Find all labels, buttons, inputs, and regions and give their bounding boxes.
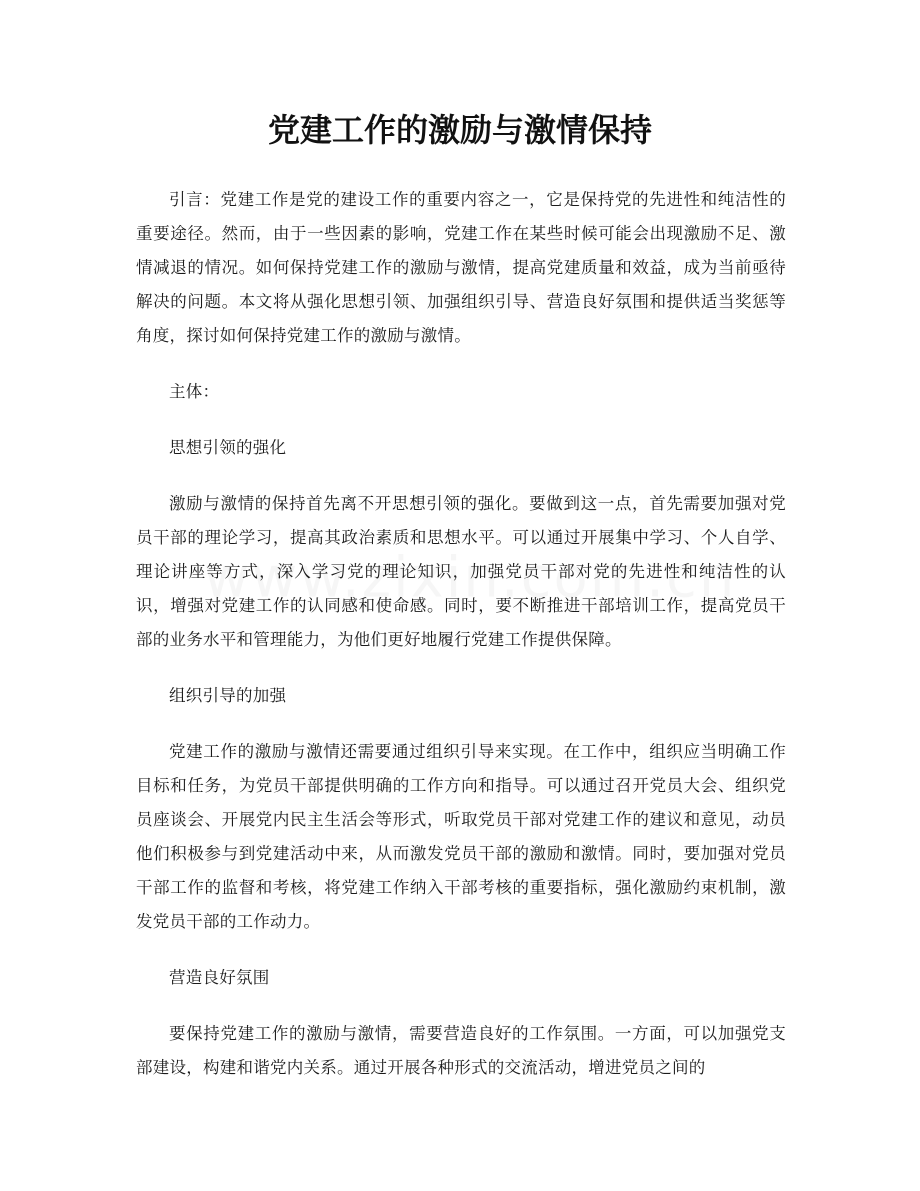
section-heading-1: 思想引领的强化 [169, 438, 287, 457]
document-body [136, 183, 786, 1107]
section-paragraph-2: 党建工作的激励与激情还需要通过组织引导来实现。在工作中，组织应当明确工作目标和任务，为党员干部提供明确的工作方向和指导。可以通过召开党员大会、组织党员座谈会、开展党内民主生活会等形式，听取党员干部对党建工作的建议和意见，动员他们积极参与到党建活动中来，从而激发党员干部的激励和激情。同时，要加强对党员干部工作的监督和考核，将党建工作纳入干部考核的重要指标，强化激励约束机制，激发党员干部的工作动力。 [136, 742, 786, 931]
section-heading-2: 组织引导的加强 [169, 686, 287, 705]
page-title: 党建工作的激励与激情保持 [267, 111, 652, 149]
section-paragraph-1: 激励与激情的保持首先离不开思想引领的强化。要做到这一点，首先需要加强对党员干部的理论学习，提高其政治素质和思想水平。可以通过开展集中学习、个人自学、理论讲座等方式，深入学习党的理论知识，加强党员干部对党的先进性和纯洁性的认识，增强对党建工作的认同感和使命感。同时，要不断推进干部培训工作，提高党员干部的业务水平和管理能力，为他们更好地履行党建工作提供保障。 [136, 494, 786, 649]
section-paragraph-3: 要保持党建工作的激励与激情，需要营造良好的工作氛围。一方面，可以加强党支部建设，构建和谐党内关系。通过开展各种形式的交流活动，增进党员之间的 [136, 1024, 786, 1077]
main-label: 主体： [169, 382, 220, 401]
intro-paragraph: 引言：党建工作是党的建设工作的重要内容之一，它是保持党的先进性和纯洁性的重要途径。然而，由于一些因素的影响，党建工作在某些时候可能会出现激励不足、激情减退的情况。如何保持党建工作的激励与激情，提高党建质量和效益，成为当前亟待解决的问题。本文将从强化思想引领、加强组织引导、营造良好氛围和提供适当奖惩等角度，探讨如何保持党建工作的激励与激情。 [136, 190, 786, 345]
section-heading-3: 营造良好氛围 [169, 968, 270, 987]
